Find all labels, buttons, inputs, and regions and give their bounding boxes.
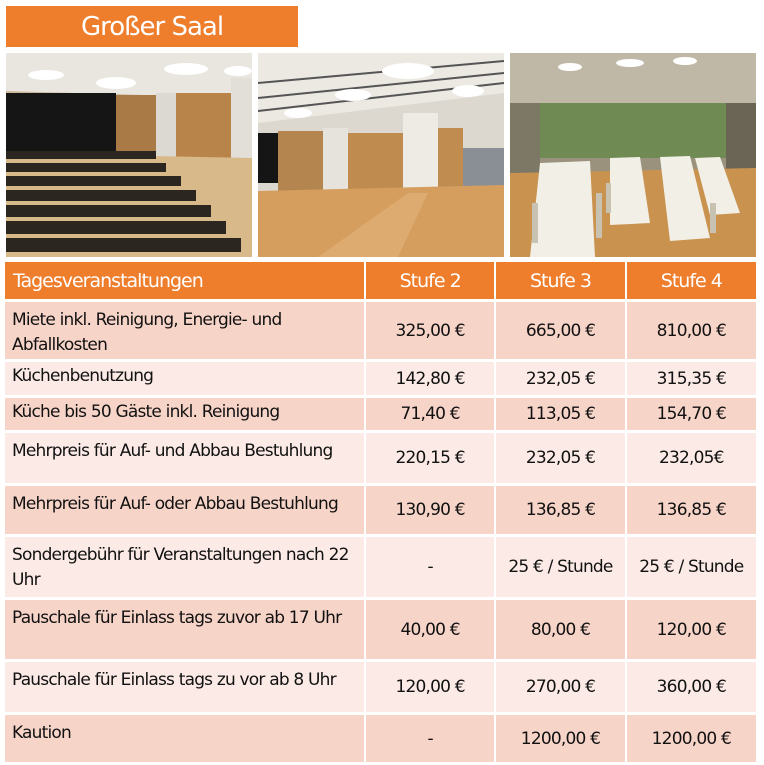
price-stufe-4: 810,00 € (627, 302, 756, 359)
table-header-row (5, 262, 756, 299)
table-row (5, 302, 756, 359)
row-label: Mehrpreis für Auf- oder Abbau Bestuhlung (5, 486, 364, 534)
row-label: Miete inkl. Reinigung, Energie- und Abfallkosten (5, 302, 364, 359)
price-stufe-2: - (366, 715, 494, 762)
price-stufe-3: 25 € / Stunde (496, 537, 624, 597)
price-stufe-3: 113,05 € (496, 398, 624, 430)
price-stufe-2: 130,90 € (366, 486, 494, 534)
row-label: Kaution (5, 715, 364, 762)
price-stufe-3: 270,00 € (496, 662, 624, 712)
price-stufe-3: 232,05 € (496, 433, 624, 483)
price-stufe-2: 71,40 € (366, 398, 494, 430)
price-stufe-2: 142,80 € (366, 362, 494, 395)
row-label: Pauschale für Einlass tags zuvor ab 17 Uhr (5, 600, 364, 659)
price-stufe-4: 120,00 € (627, 600, 756, 659)
table-row (5, 433, 756, 483)
price-stufe-2: 325,00 € (366, 302, 494, 359)
price-stufe-2: 40,00 € (366, 600, 494, 659)
price-stufe-4: 315,35 € (627, 362, 756, 395)
price-stufe-4: 1200,00 € (627, 715, 756, 762)
price-stufe-2: 220,15 € (366, 433, 494, 483)
hall-banquet-tables-photo (510, 53, 756, 257)
price-stufe-4: 360,00 € (627, 662, 756, 712)
price-stufe-3: 136,85 € (496, 486, 624, 534)
header-tagesveranstaltungen: Tagesveranstaltungen (5, 262, 364, 299)
price-stufe-4: 154,70 € (627, 398, 756, 430)
header-stufe-2: Stufe 2 (366, 262, 494, 299)
table-row (5, 537, 756, 597)
page-title: Großer Saal (6, 6, 298, 47)
header-stufe-3: Stufe 3 (496, 262, 624, 299)
table-row (5, 486, 756, 534)
row-label: Mehrpreis für Auf- und Abbau Bestuhlung (5, 433, 364, 483)
row-label: Pauschale für Einlass tags zu vor ab 8 Uhr (5, 662, 364, 712)
price-stufe-4: 232,05€ (627, 433, 756, 483)
table-row (5, 362, 756, 395)
hall-empty-parquet-photo (258, 53, 504, 257)
price-stufe-3: 232,05 € (496, 362, 624, 395)
price-stufe-3: 1200,00 € (496, 715, 624, 762)
price-stufe-4: 25 € / Stunde (627, 537, 756, 597)
row-label: Küche bis 50 Gäste inkl. Reinigung (5, 398, 364, 430)
price-stufe-4: 136,85 € (627, 486, 756, 534)
row-label: Küchenbenutzung (5, 362, 364, 395)
table-row (5, 662, 756, 712)
table-row (5, 715, 756, 762)
price-stufe-2: - (366, 537, 494, 597)
hall-rows-of-chairs-photo (6, 53, 252, 257)
table-row (5, 398, 756, 430)
header-stufe-4: Stufe 4 (627, 262, 756, 299)
price-stufe-3: 665,00 € (496, 302, 624, 359)
price-stufe-2: 120,00 € (366, 662, 494, 712)
table-row (5, 600, 756, 659)
row-label: Sondergebühr für Veranstaltungen nach 22 Uhr (5, 537, 364, 597)
price-table (3, 259, 758, 765)
price-stufe-3: 80,00 € (496, 600, 624, 659)
